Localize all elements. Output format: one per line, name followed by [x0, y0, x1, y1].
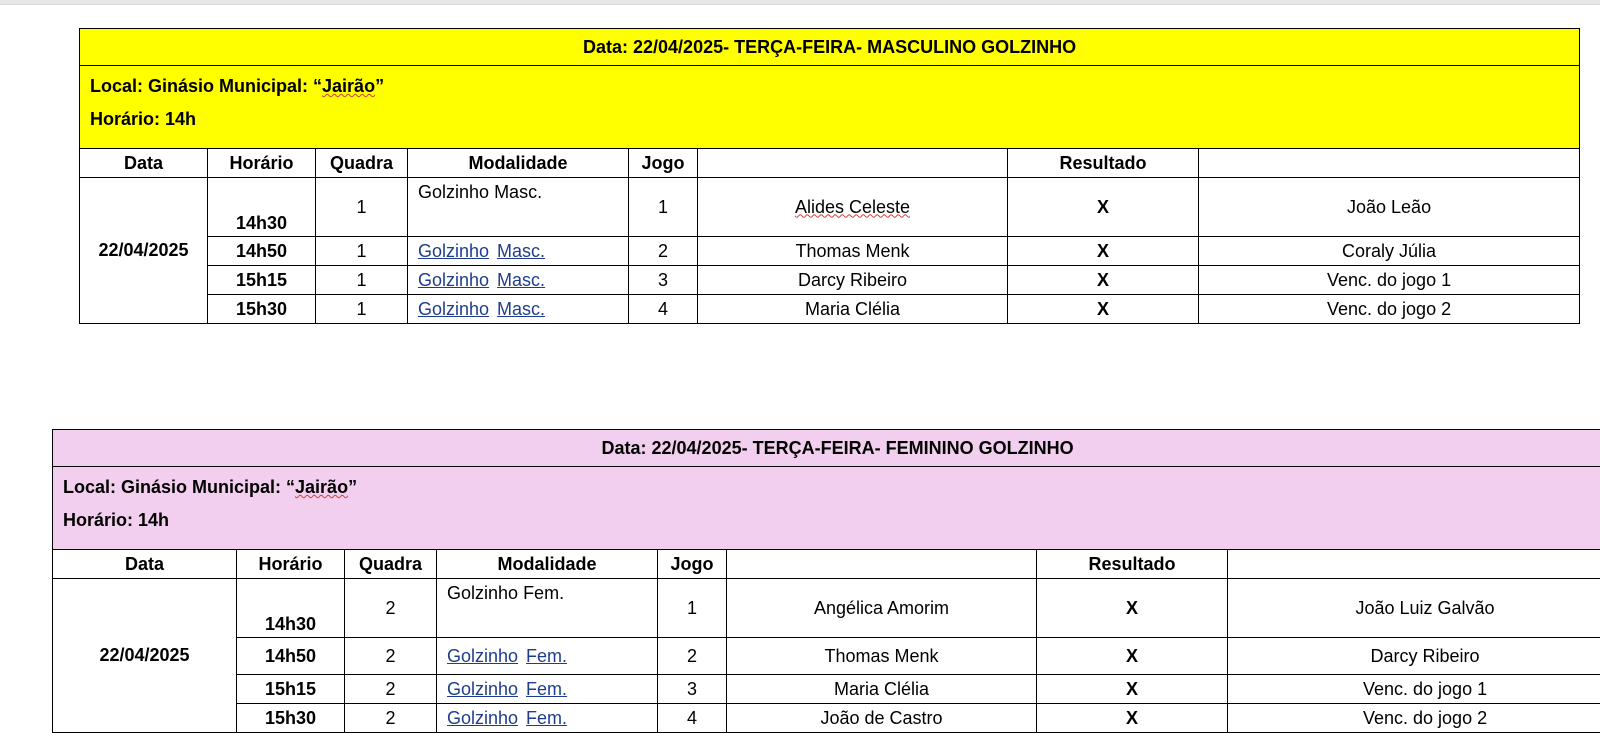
modality-cell: Golzinho Fem. — [437, 638, 658, 675]
table-row — [53, 638, 1600, 675]
team2-cell: João Leão — [1199, 178, 1580, 237]
result-cell: X — [1037, 675, 1228, 704]
team2-cell: Venc. do jogo 2 — [1199, 295, 1580, 324]
table-row — [53, 675, 1600, 704]
date-cell: 22/04/2025 — [80, 178, 208, 324]
game-cell: 1 — [658, 579, 727, 638]
venue-info — [80, 66, 1580, 149]
header-team2 — [1199, 149, 1580, 178]
result-cell: X — [1037, 638, 1228, 675]
court-cell: 1 — [316, 178, 408, 237]
game-cell: 4 — [658, 704, 727, 733]
team2-cell: Darcy Ribeiro — [1228, 638, 1600, 675]
court-cell: 2 — [345, 704, 437, 733]
header-jogo: Jogo — [658, 550, 727, 579]
team1-cell: Maria Clélia — [698, 295, 1008, 324]
header-row — [53, 550, 1600, 579]
table-row — [53, 579, 1600, 638]
court-cell: 2 — [345, 579, 437, 638]
time-cell: 15h15 — [237, 675, 345, 704]
schedule-table-feminino — [52, 429, 1600, 733]
game-cell: 3 — [629, 266, 698, 295]
header-modalidade: Modalidade — [437, 550, 658, 579]
time-cell: 14h50 — [208, 237, 316, 266]
start-time-line: Horário: 14h — [63, 504, 1600, 537]
game-cell: 2 — [629, 237, 698, 266]
header-team1 — [727, 550, 1037, 579]
header-row — [80, 149, 1580, 178]
header-resultado: Resultado — [1037, 550, 1228, 579]
table-row — [80, 295, 1580, 324]
team2-cell: João Luiz Galvão — [1228, 579, 1600, 638]
table-row — [53, 704, 1600, 733]
modality-cell: Golzinho Masc. — [408, 237, 629, 266]
table-row — [80, 266, 1580, 295]
header-horario: Horário — [208, 149, 316, 178]
team2-cell: Venc. do jogo 1 — [1199, 266, 1580, 295]
header-jogo: Jogo — [629, 149, 698, 178]
table-row — [80, 178, 1580, 237]
game-cell: 4 — [629, 295, 698, 324]
time-cell: 14h30 — [237, 579, 345, 638]
window-top-edge — [0, 0, 1600, 5]
game-cell: 3 — [658, 675, 727, 704]
modality-cell: Golzinho Masc. — [408, 295, 629, 324]
modality-cell: Golzinho Fem. — [437, 579, 658, 638]
modality-cell: Golzinho Masc. — [408, 266, 629, 295]
team2-cell: Venc. do jogo 2 — [1228, 704, 1600, 733]
team1-cell: Thomas Menk — [727, 638, 1037, 675]
header-data: Data — [80, 149, 208, 178]
team1-cell: Thomas Menk — [698, 237, 1008, 266]
team2-cell: Venc. do jogo 1 — [1228, 675, 1600, 704]
time-cell: 15h30 — [208, 295, 316, 324]
schedule-table-masculino — [79, 28, 1580, 324]
header-modalidade: Modalidade — [408, 149, 629, 178]
header-data: Data — [53, 550, 237, 579]
table-row — [80, 237, 1580, 266]
court-cell: 2 — [345, 638, 437, 675]
time-cell: 14h30 — [208, 178, 316, 237]
time-cell: 14h50 — [237, 638, 345, 675]
team2-cell: Coraly Júlia — [1199, 237, 1580, 266]
modality-cell: Golzinho Fem. — [437, 704, 658, 733]
result-cell: X — [1037, 704, 1228, 733]
time-cell: 15h30 — [237, 704, 345, 733]
modality-cell: Golzinho Masc. — [408, 178, 629, 237]
venue-name: Jairão — [322, 76, 375, 96]
result-cell: X — [1008, 266, 1199, 295]
header-resultado: Resultado — [1008, 149, 1199, 178]
time-cell: 15h15 — [208, 266, 316, 295]
team1-cell: Maria Clélia — [727, 675, 1037, 704]
court-cell: 1 — [316, 266, 408, 295]
result-cell: X — [1008, 237, 1199, 266]
team1-cell: Angélica Amorim — [727, 579, 1037, 638]
team1-cell: João de Castro — [727, 704, 1037, 733]
venue-line: Local: Ginásio Municipal: “Jairão” — [63, 471, 1600, 504]
court-cell: 1 — [316, 295, 408, 324]
header-quadra: Quadra — [345, 550, 437, 579]
header-team1 — [698, 149, 1008, 178]
game-cell: 1 — [629, 178, 698, 237]
table-title: Data: 22/04/2025- TERÇA-FEIRA- FEMININO GOLZINHO — [53, 430, 1600, 467]
team1-cell: Darcy Ribeiro — [698, 266, 1008, 295]
court-cell: 2 — [345, 675, 437, 704]
modality-cell: Golzinho Fem. — [437, 675, 658, 704]
header-quadra: Quadra — [316, 149, 408, 178]
venue-info — [53, 467, 1600, 550]
result-cell: X — [1008, 178, 1199, 237]
team1-cell: Alides Celeste — [698, 178, 1008, 237]
venue-line: Local: Ginásio Municipal: “Jairão” — [90, 70, 1569, 103]
game-cell: 2 — [658, 638, 727, 675]
venue-name: Jairão — [295, 477, 348, 497]
header-team2 — [1228, 550, 1600, 579]
header-horario: Horário — [237, 550, 345, 579]
court-cell: 1 — [316, 237, 408, 266]
date-cell: 22/04/2025 — [53, 579, 237, 733]
result-cell: X — [1037, 579, 1228, 638]
table-title: Data: 22/04/2025- TERÇA-FEIRA- MASCULINO GOLZINHO — [80, 29, 1580, 66]
start-time-line: Horário: 14h — [90, 103, 1569, 136]
result-cell: X — [1008, 295, 1199, 324]
